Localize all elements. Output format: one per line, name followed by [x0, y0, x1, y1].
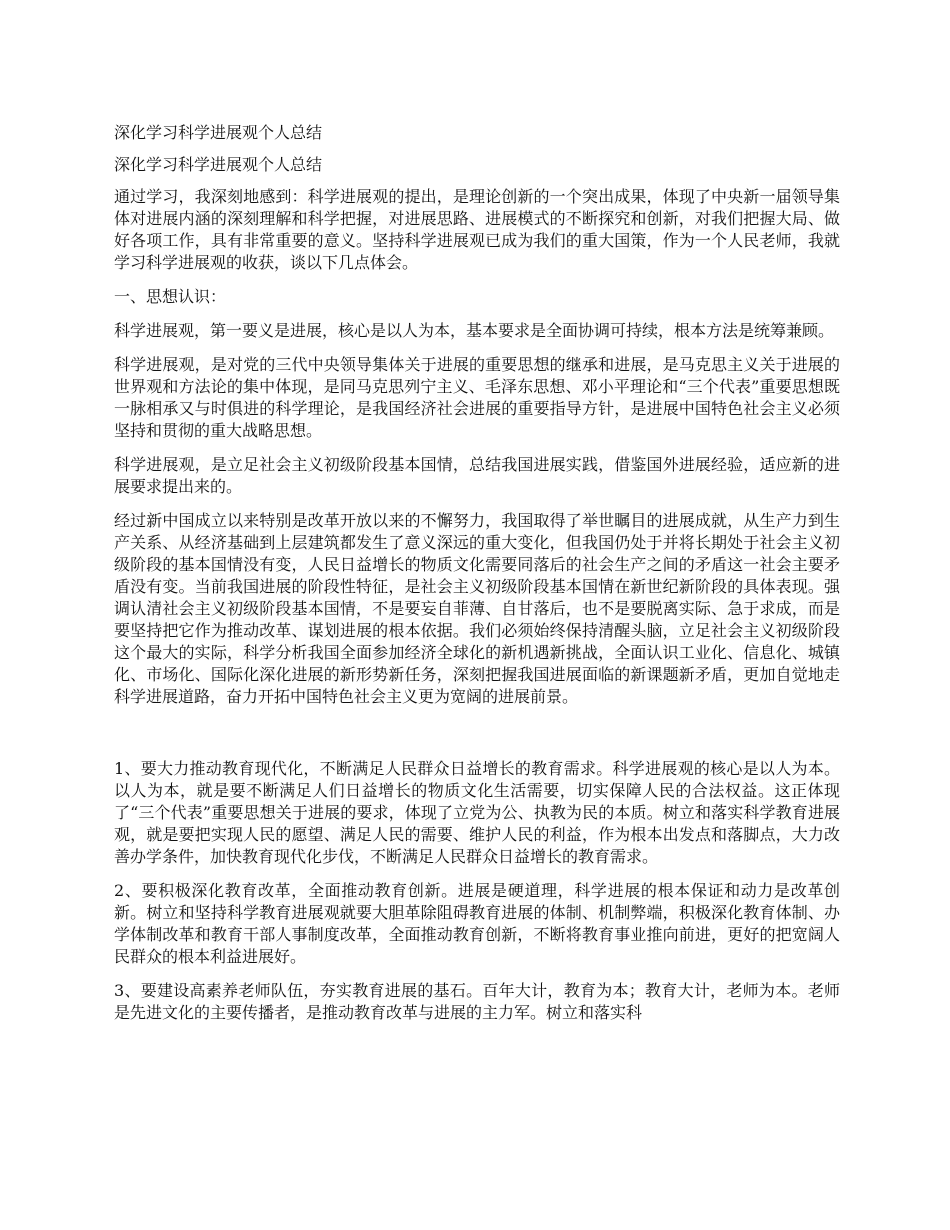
document-subtitle: 深化学习科学进展观个人总结: [114, 155, 323, 174]
paragraph-national-conditions: 经过新中国成立以来特别是改革开放以来的不懈努力，我国取得了举世瞩目的进展成就，从生产力到生产关系、从经济基础到上层建筑都发生了意义深远的重大变化，但我国仍处于并将长期处于社会主义初级阶段的基本国情没有变，人民日益增长的物质文化需要同落后的社会生产之间的矛盾这一社会主要矛盾没有变。当前我国进展的阶段性特征，是社会主义初级阶段基本国情在新世纪新阶段的具体表现。强调认清社会主义初级阶段基本国情，不是要妄自菲薄、自甘落后，也不是要脱离实际、急于求成，而是要坚持把它作为推动改革、谋划进展的根本依据。我们必须始终保持清醒头脑，立足社会主义初级阶段这个最大的实际，科学分析我国全面参加经济全球化的新机遇新挑战，全面认识工业化、信息化、城镇化、市场化、国际化深化进展的新形势新任务，深刻把握我国进展面临的新课题新矛盾，更加自觉地走科学进展道路，奋力开拓中国特色社会主义更为宽阔的进展前景。: [114, 511, 840, 706]
paragraph-point-3: 3、要建设高素养老师队伍，夯实教育进展的基石。百年大计，教育为本；教育大计，老师为本。老师是先进文化的主要传播者，是推动教育改革与进展的主力军。树立和落实科: [114, 981, 840, 1022]
section-gap: [114, 720, 840, 758]
paragraph-point-1: 1、要大力推动教育现代化，不断满足人民群众日益增长的教育需求。科学进展观的核心是以人为本。以人为本，就是要不断满足人们日益增长的物质文化生活需要，切实保障人民的合法权益。这正体现了“三个代表”重要思想关于进展的要求，体现了立党为公、执教为民的本质。树立和落实科学教育进展观，就是要把实现人民的愿望、满足人民的需要、维护人民的利益，作为根本出发点和落脚点，大力改善办学条件，加快教育现代化步伐，不断满足人民群众日益增长的教育需求。: [114, 759, 840, 866]
paragraph-point-2: 2、要积极深化教育改革，全面推动教育创新。进展是硬道理，科学进展的根本保证和动力是改革创新。树立和坚持科学教育进展观就要大胆革除阻碍教育进展的体制、机制弊端，积极深化教育体制、办学体制改革和教育干部人事制度改革，全面推动教育创新，不断将教育事业推向前进，更好的把宽阔人民群众的根本利益进展好。: [114, 881, 840, 966]
document-title: 深化学习科学进展观个人总结: [114, 123, 323, 142]
document-page: [114, 122, 840, 1036]
paragraph-intro: 通过学习，我深刻地感到：科学进展观的提出，是理论创新的一个突出成果，体现了中央新一届领导集体对进展内涵的深刻理解和科学把握，对进展思路、进展模式的不断探究和创新，对我们把握大局、做好各项工作，具有非常重要的意义。坚持科学进展观已成为我们的重大国策，作为一个人民老师，我就学习科学进展观的收获，谈以下几点体会。: [114, 187, 840, 272]
section-heading-thought: 一、思想认识：: [114, 287, 227, 306]
paragraph-basis: 科学进展观，是立足社会主义初级阶段基本国情，总结我国进展实践，借鉴国外进展经验，适应新的进展要求提出来的。: [114, 455, 840, 496]
paragraph-definition: 科学进展观，第一要义是进展，核心是以人为本，基本要求是全面协调可持续，根本方法是统筹兼顾。: [114, 321, 835, 340]
paragraph-inheritance: 科学进展观，是对党的三代中央领导集体关于进展的重要思想的继承和进展，是马克思主义关于进展的世界观和方法论的集中体现，是同马克思列宁主义、毛泽东思想、邓小平理论和“三个代表”重要思想既一脉相承又与时俱进的科学理论，是我国经济社会进展的重要指导方针，是进展中国特色社会主义必须坚持和贯彻的重大战略思想。: [114, 355, 840, 440]
